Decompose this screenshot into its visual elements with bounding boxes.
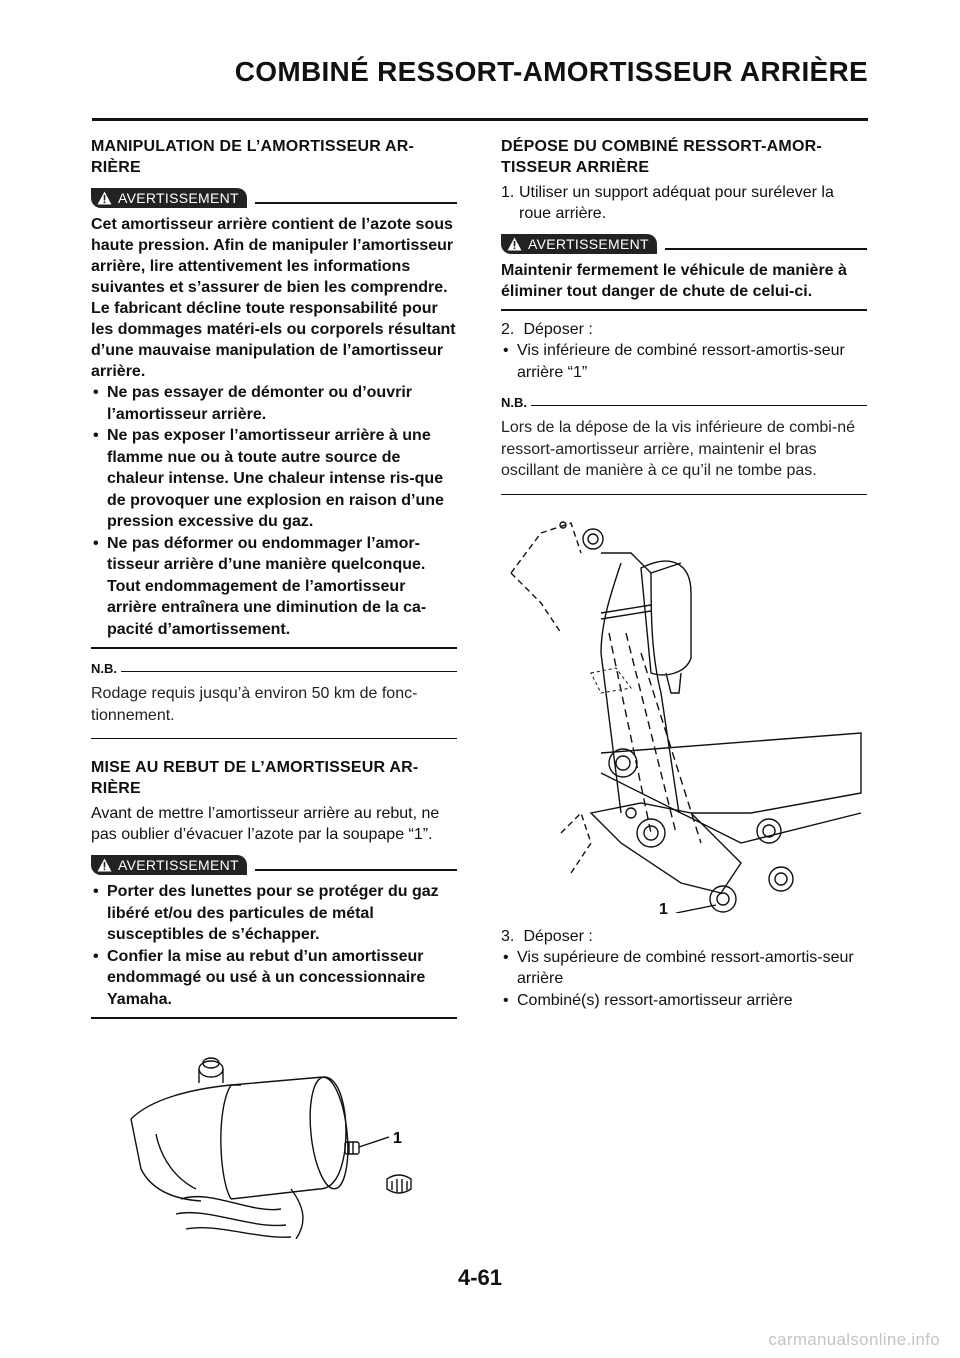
warning-bullets — [91, 881, 457, 1010]
disposal-text: Avant de mettre l’amortisseur arrière au rebut, ne pas oublier d’évacuer l’azote par la soupape “1”. — [91, 805, 440, 843]
warning-rule — [255, 869, 457, 871]
list-item: • Vis inférieure de combiné ressort-amortis-seur arrière “1” — [501, 340, 867, 383]
shock-valve-figure — [91, 1039, 457, 1244]
warning-badge — [91, 188, 247, 208]
warning-label: AVERTISSEMENT — [528, 236, 649, 252]
section-heading-handling: MANIPULATION DE L’AMORTISSEUR AR-RIÈRE — [91, 138, 415, 176]
right-column — [501, 136, 867, 1011]
title-rule — [92, 118, 868, 121]
list-item: • Vis supérieure de combiné ressort-amortis-seur arrière — [501, 947, 867, 990]
warning-label: AVERTISSEMENT — [118, 857, 239, 873]
removal-steps — [501, 319, 867, 340]
list-item — [501, 182, 867, 224]
note-header — [91, 661, 457, 676]
warning-badge — [91, 855, 247, 875]
list-item: • Ne pas déformer ou endommager l’amor-tisseur arrière d’une manière quelconque. Tout endommagement de l’amortisseur arrière entraînera une diminution de la ca-pacité d’amortissement. — [91, 533, 457, 641]
list-item: • Confier la mise au rebut d’un amortisseur endommagé ou usé à un concessionnaire Yamaha. — [91, 946, 457, 1011]
step-text: Utiliser un support adéquat pour surélever la roue arrière. — [519, 184, 834, 222]
warning-bullets — [91, 382, 457, 640]
left-column — [91, 136, 457, 1244]
warning-label: AVERTISSEMENT — [118, 190, 239, 206]
warning-body — [91, 875, 457, 1019]
shock-valve-illustration — [91, 1039, 457, 1239]
step-number: 2. — [501, 321, 515, 338]
note-label: N.B. — [91, 661, 117, 676]
removal-steps — [501, 182, 867, 224]
figure-callout: 1 — [659, 900, 668, 918]
warning-rule — [255, 202, 457, 204]
shock-mount-figure — [501, 513, 867, 918]
list-item: • Ne pas exposer l’amortisseur arrière à une flamme nue ou à toute autre source de chaleur intense. Une chaleur intense ris-que de provoquer une explosion en raison d’une pression excessive du gaz. — [91, 425, 457, 533]
note-body: Rodage requis jusqu’à environ 50 km de fonc-tionnement. — [91, 676, 457, 739]
step3-bullets — [501, 947, 867, 1012]
list-item: • Combiné(s) ressort-amortisseur arrière — [501, 990, 867, 1012]
warning-triangle-icon — [97, 858, 112, 872]
warning-triangle-icon — [97, 191, 112, 205]
warning-body — [91, 208, 457, 649]
note-body: Lors de la dépose de la vis inférieure de combi-né ressort-amortisseur arrière, maintenir el bras oscillant de manière à ce qu’il ne tombe pas. — [501, 410, 867, 495]
watermark: carmanualsonline.info — [768, 1330, 940, 1349]
warning-text: Maintenir fermement le véhicule de manière à éliminer tout danger de chute de celui-ci. — [501, 262, 847, 300]
list-item: • Ne pas essayer de démonter ou d’ouvrir l’amortisseur arrière. — [91, 382, 457, 425]
warning-header — [501, 234, 867, 254]
removal-steps — [501, 926, 867, 947]
list-item: • Porter des lunettes pour se protéger du gaz libéré et/ou des particules de métal susceptibles de s’échapper. — [91, 881, 457, 946]
step-text: Déposer : — [523, 927, 593, 945]
list-item — [501, 319, 867, 340]
warning-badge — [501, 234, 657, 254]
warning-body — [501, 254, 867, 311]
warning-text: Cet amortisseur arrière contient de l’azote sous haute pression. Afin de manipuler l’amortisseur arrière, lire attentivement les informations suivantes et s’assurer de bien les comprendre. Le fabricant décline toute responsabilité pour les dommages matéri-els ou corporels résultant d’une mauvaise manipulation de l’amortisseur arrière. — [91, 216, 456, 380]
warning-rule — [665, 248, 867, 250]
note-rule — [121, 671, 457, 672]
page-number: 4-61 — [457, 1265, 503, 1290]
list-item — [501, 926, 867, 947]
page-title: COMBINÉ RESSORT-AMORTISSEUR ARRIÈRE — [234, 56, 868, 87]
note-header — [501, 395, 867, 410]
section-heading-disposal: MISE AU REBUT DE L’AMORTISSEUR AR-RIÈRE — [91, 759, 419, 797]
step-number: 1. — [501, 184, 515, 201]
warning-header — [91, 855, 457, 875]
step-text: Déposer : — [523, 321, 593, 338]
shock-mount-illustration — [501, 513, 867, 913]
note-rule — [531, 405, 867, 406]
warning-header — [91, 188, 457, 208]
step2-bullets — [501, 340, 867, 383]
step-number: 3. — [501, 927, 515, 945]
warning-triangle-icon — [507, 237, 522, 251]
note-label: N.B. — [501, 395, 527, 410]
section-heading-removal: DÉPOSE DU COMBINÉ RESSORT-AMOR-TISSEUR ARRIÈRE — [501, 138, 822, 176]
figure-callout: 1 — [393, 1130, 402, 1147]
